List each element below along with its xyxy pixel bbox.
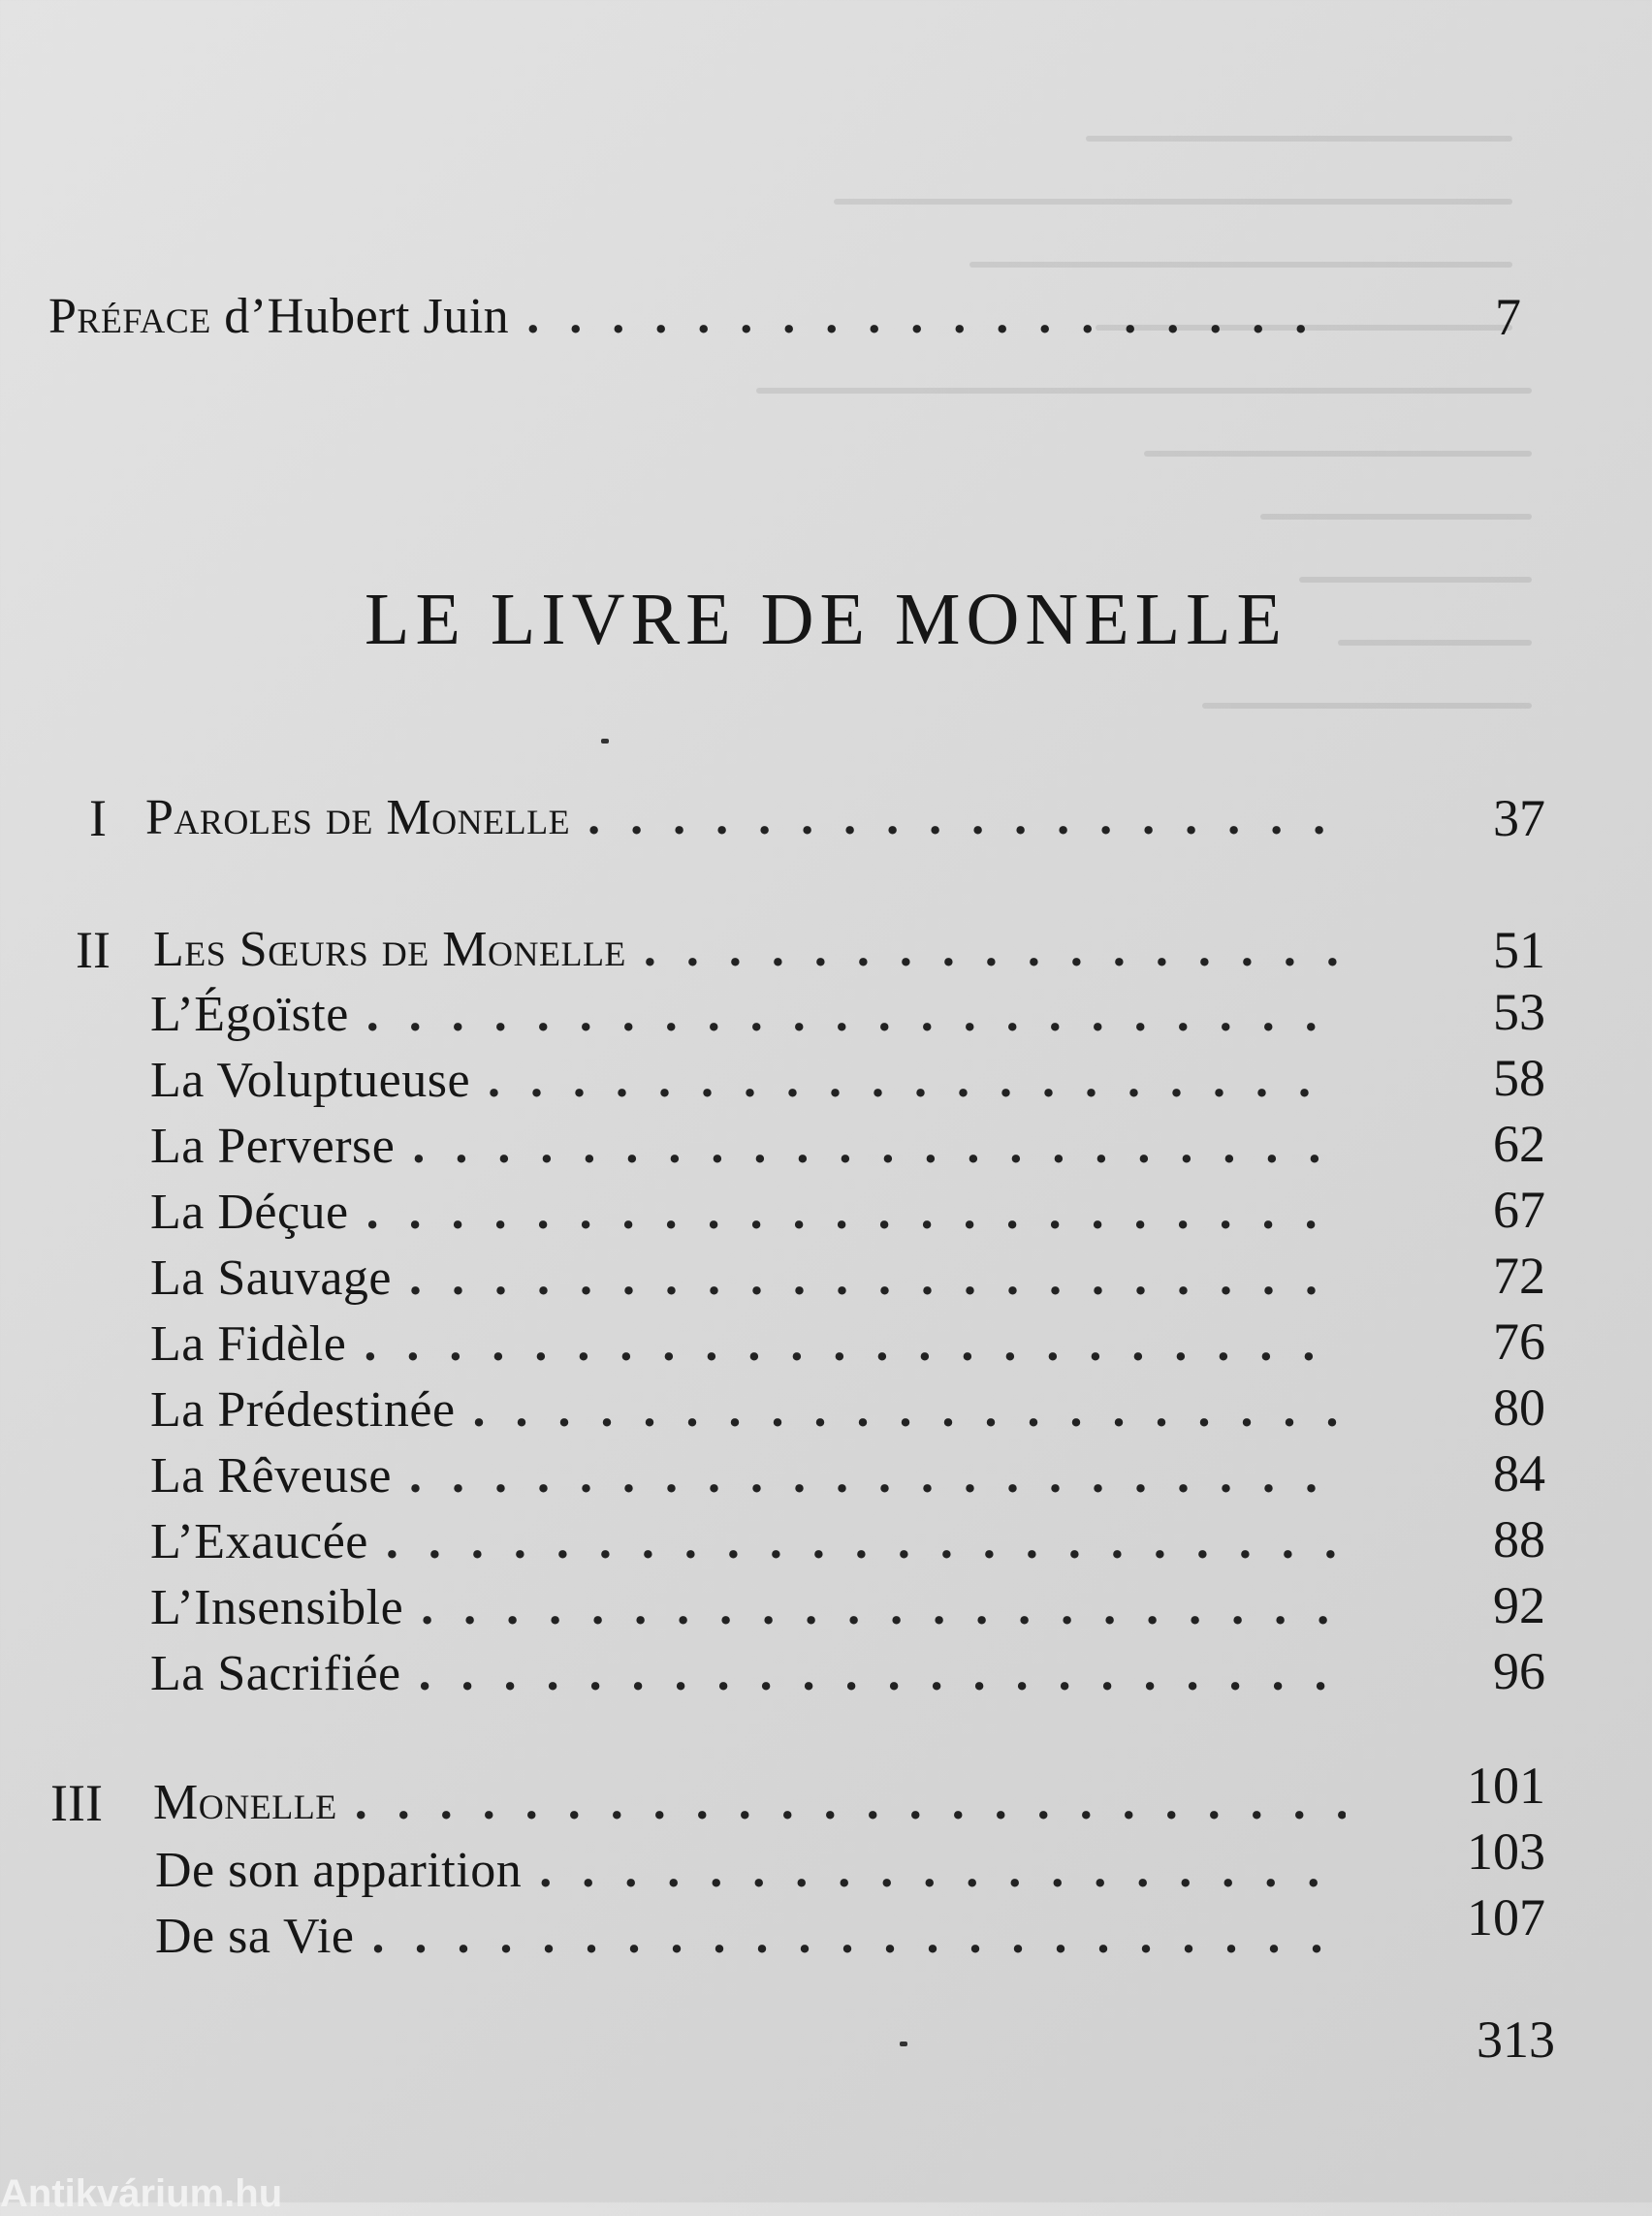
chapter-title: La Voluptueuse	[150, 1053, 471, 1108]
dot-leader	[412, 1116, 1343, 1178]
chapter-entry[interactable]	[150, 1248, 1343, 1310]
chapter-title: L’Insensible	[150, 1580, 404, 1635]
print-speck	[900, 2042, 907, 2046]
part-numeral: III	[50, 1774, 103, 1832]
part-title: Paroles de Monelle	[145, 790, 571, 845]
part-entry[interactable]	[145, 787, 1338, 849]
chapter-page-number: 53	[1493, 983, 1545, 1041]
chapter-page-number: 72	[1493, 1247, 1545, 1305]
chapter-page-number: 62	[1493, 1115, 1545, 1173]
part-page-number: 37	[1493, 789, 1545, 847]
preface-prefix: Préface	[48, 289, 211, 344]
chapter-title: De son apparition	[155, 1843, 523, 1898]
chapter-page-number: 58	[1493, 1049, 1545, 1107]
chapter-page-number: 84	[1493, 1444, 1545, 1503]
chapter-entry[interactable]	[150, 984, 1343, 1046]
chapter-entry[interactable]	[150, 1379, 1343, 1441]
chapter-entry[interactable]	[155, 1906, 1346, 1968]
chapter-page-number: 96	[1493, 1642, 1545, 1700]
chapter-entry[interactable]	[150, 1050, 1343, 1112]
chapter-entry[interactable]	[155, 1840, 1346, 1902]
chapter-entry[interactable]	[150, 1445, 1343, 1507]
dot-leader	[386, 1511, 1343, 1573]
chapter-page-number: 92	[1493, 1576, 1545, 1634]
preface-entry[interactable]	[48, 286, 1338, 348]
part-page-number: 51	[1493, 921, 1545, 979]
dot-leader	[421, 1577, 1343, 1639]
book-title: LE LIVRE DE MONELLE	[365, 579, 1287, 660]
chapter-entry[interactable]	[150, 1643, 1343, 1705]
dot-leader	[526, 286, 1338, 348]
part-title: Les Sœurs de Monelle	[153, 922, 626, 977]
chapter-title: La Sauvage	[150, 1250, 393, 1306]
dot-leader	[588, 787, 1338, 849]
print-speck	[601, 739, 609, 744]
dot-leader	[419, 1643, 1343, 1705]
dot-leader	[366, 984, 1343, 1046]
chapter-title: La Déçue	[150, 1185, 349, 1240]
dot-leader	[488, 1050, 1343, 1112]
dot-leader	[364, 1314, 1343, 1376]
chapter-title: La Sacrifiée	[150, 1646, 401, 1701]
chapter-entry[interactable]	[150, 1577, 1343, 1639]
part-numeral: I	[89, 789, 107, 847]
dot-leader	[409, 1445, 1343, 1507]
part-title: Monelle	[153, 1775, 337, 1830]
chapter-page-number: 88	[1493, 1510, 1545, 1568]
part-numeral: II	[76, 921, 111, 979]
chapter-page-number: 103	[1467, 1822, 1545, 1881]
part-page-number: 101	[1467, 1757, 1545, 1815]
chapter-entry[interactable]	[150, 1116, 1343, 1178]
chapter-entry[interactable]	[150, 1314, 1343, 1376]
chapter-entry[interactable]	[150, 1182, 1343, 1244]
chapter-title: La Prédestinée	[150, 1382, 456, 1438]
part-entry[interactable]	[153, 1772, 1346, 1834]
page-folio: 313	[1477, 2010, 1555, 2069]
chapter-page-number: 80	[1493, 1378, 1545, 1437]
dot-leader	[355, 1772, 1346, 1834]
dot-leader	[644, 919, 1346, 981]
dot-leader	[366, 1182, 1343, 1244]
preface-author: d’Hubert Juin	[224, 289, 510, 344]
chapter-title: L’Exaucée	[150, 1514, 368, 1569]
dot-leader	[473, 1379, 1343, 1441]
chapter-title: L’Égoïste	[150, 987, 349, 1042]
dot-leader	[371, 1906, 1346, 1968]
preface-page-number: 7	[1495, 288, 1521, 346]
chapter-page-number: 67	[1493, 1181, 1545, 1239]
chapter-page-number: 76	[1493, 1313, 1545, 1371]
watermark: Antikvárium.hu	[0, 2172, 283, 2215]
chapter-title: La Perverse	[150, 1119, 396, 1174]
dot-leader	[409, 1248, 1343, 1310]
part-entry[interactable]	[153, 919, 1346, 981]
chapter-page-number: 107	[1467, 1888, 1545, 1947]
preface-label	[48, 286, 509, 348]
chapter-title: De sa Vie	[155, 1909, 355, 1964]
chapter-entry[interactable]	[150, 1511, 1343, 1573]
chapter-title: La Rêveuse	[150, 1448, 393, 1504]
dot-leader	[539, 1840, 1346, 1902]
chapter-title: La Fidèle	[150, 1316, 347, 1372]
